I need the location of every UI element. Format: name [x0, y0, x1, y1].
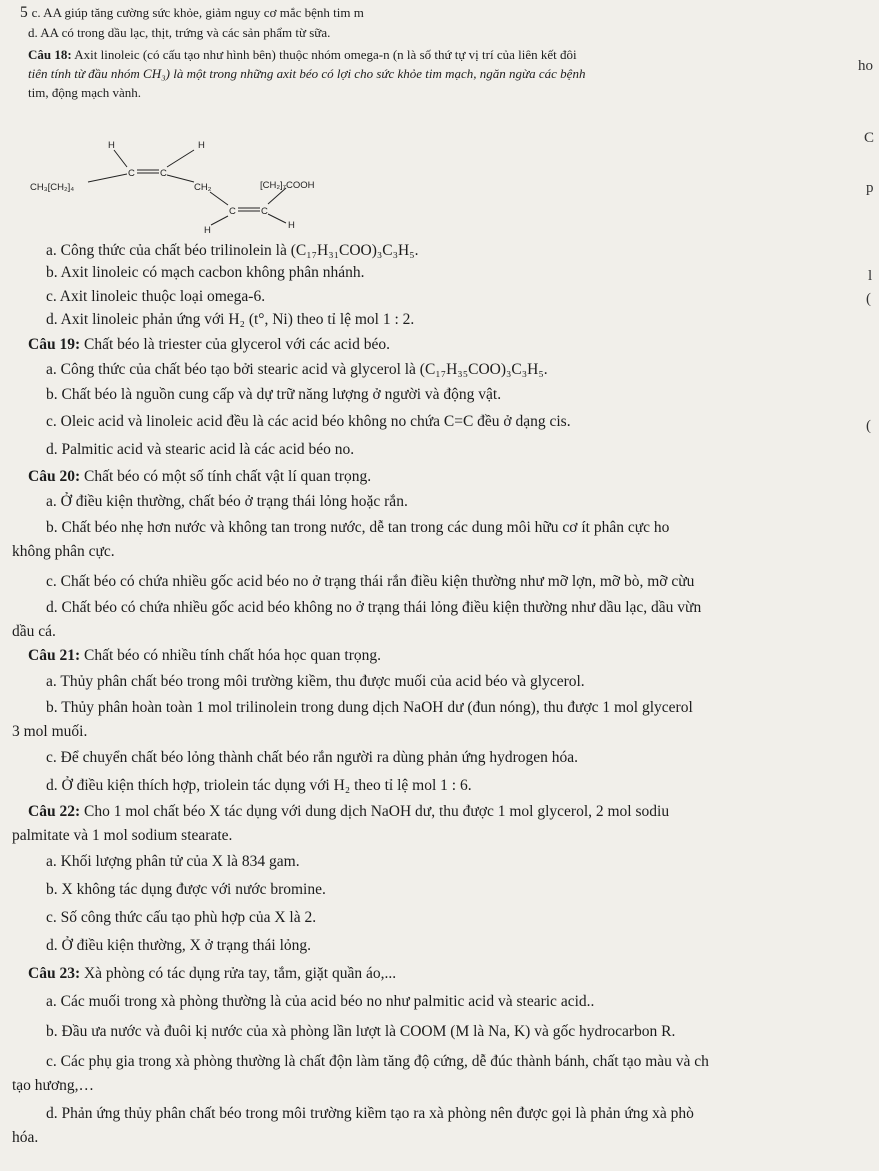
q18-stem-line3: tim, động mạch vành.	[28, 85, 142, 100]
q23-option-d-line1: d. Phản ứng thủy phân chất béo trong môi trường kiềm tạo ra xà phòng nên được gọi là phản ứng xà phò	[46, 1105, 694, 1122]
q21-option-b-line1: b. Thủy phân hoàn toàn 1 mol trilinolein trong dung dịch NaOH dư (đun nóng), thu được 1 mol glycerol	[46, 699, 693, 716]
q23-option-c-line2: tạo hương,…	[12, 1077, 95, 1094]
q23-option-c-line1: c. Các phụ gia trong xà phòng thường là chất độn làm tăng độ cứng, dễ đúc thành bánh, chất tạo màu và ch	[46, 1053, 709, 1070]
atom-c3: C	[229, 206, 236, 217]
q23-stem	[28, 964, 396, 984]
q22-label: Câu 22:	[28, 803, 81, 820]
right-chain: [CH₂]₇COOH	[260, 180, 315, 191]
q19-option-d: d. Palmitic acid và stearic acid là các acid béo no.	[46, 441, 355, 458]
q21-option-c: c. Để chuyển chất béo lỏng thành chất béo rắn người ra dùng phản ứng hydrogen hóa.	[46, 749, 579, 766]
q23-label: Câu 23:	[28, 965, 81, 982]
q20-option-d-line2: dầu cá.	[12, 623, 56, 640]
q20-label: Câu 20:	[28, 468, 81, 485]
atom-h3: H	[204, 225, 211, 236]
q22-option-d: d. Ở điều kiện thường, X ở trạng thái lỏng.	[46, 937, 312, 954]
q20-stem	[28, 467, 371, 487]
atom-c1: C	[128, 168, 135, 179]
q18-option-b: b. Axit linoleic có mạch cacbon không phân nhánh.	[46, 264, 365, 281]
q19-option-c: c. Oleic acid và linoleic acid đều là các acid béo không no chứa C=C đều ở dạng cis.	[46, 413, 571, 430]
atom-h2: H	[198, 140, 205, 151]
q19-option-b: b. Chất béo là nguồn cung cấp và dự trữ năng lượng ở người và động vật.	[46, 386, 502, 403]
q21-stem	[28, 646, 381, 666]
q21-option-d: d. Ở điều kiện thích hợp, triolein tác dụng với H₂ theo tỉ lệ mol 1 : 6.	[46, 777, 472, 794]
edge-fragment-3: p	[866, 180, 874, 196]
q19-stem	[28, 335, 390, 355]
q17c-text: c. AA giúp tăng cường sức khỏe, giảm nguy cơ mắc bệnh tim m	[31, 5, 364, 20]
q18-stem-line1	[28, 45, 577, 65]
margin-mark: 5	[20, 4, 28, 21]
q21-option-b-line2: 3 mol muối.	[12, 723, 88, 740]
q20-option-b-line2: không phân cực.	[12, 543, 115, 560]
q23-option-d-line2: hóa.	[12, 1129, 39, 1146]
q20-option-d-line1: d. Chất béo có chứa nhiều gốc acid béo không no ở trạng thái lỏng điều kiện thường như dầu lạc, dầu vừn	[46, 599, 702, 616]
q19-option-a: a. Công thức của chất béo tạo bởi stearic acid và glycerol là (C₁₇H₃₅COO)₃C₃H₅.	[46, 361, 548, 378]
left-chain: CH₃[CH₂]₄	[30, 182, 75, 193]
bonds	[88, 150, 286, 225]
edge-fragment-2: C	[864, 130, 875, 146]
atom-c4: C	[261, 206, 268, 217]
q18-stem-line2: tiên tính từ đầu nhóm CH₃) là một trong những axit béo có lợi cho sức khỏe tim mạch, ngăn ngừa các bệnh	[28, 66, 586, 81]
q20-text: Chất béo có một số tính chất vật lí quan trọng.	[83, 468, 372, 485]
edge-fragment-4: l	[868, 268, 873, 284]
atom-h1: H	[108, 140, 115, 151]
q22-option-c: c. Số công thức cấu tạo phù hợp của X là 2.	[46, 909, 317, 926]
q21-label: Câu 21:	[28, 647, 81, 664]
q19-text: Chất béo là triester của glycerol với các acid béo.	[83, 336, 390, 353]
q19-label: Câu 19:	[28, 336, 81, 353]
q18-option-a: a. Công thức của chất béo trilinolein là (C₁₇H₃₁COO)₃C₃H₅.	[46, 242, 419, 259]
q22-option-a: a. Khối lượng phân tử của X là 834 gam.	[46, 853, 300, 870]
q20-option-b-line1: b. Chất béo nhẹ hơn nước và không tan trong nước, dễ tan trong các dung môi hữu cơ ít phân cực ho	[46, 519, 670, 536]
atom-c2: C	[160, 168, 167, 179]
linoleic-acid-structure	[28, 132, 368, 242]
q22-stem-line2: palmitate và 1 mol sodium stearate.	[12, 827, 233, 844]
q23-option-a: a. Các muối trong xà phòng thường là của acid béo no như palmitic acid và stearic acid..	[46, 993, 595, 1010]
q22-stem-line1	[28, 802, 669, 822]
q22-text1: Cho 1 mol chất béo X tác dụng với dung dịch NaOH dư, thu được 1 mol glycerol, 2 mol sodiu	[83, 803, 670, 820]
q21-text: Chất béo có nhiều tính chất hóa học quan trọng.	[83, 647, 381, 664]
q18-text1: Axit linoleic (có cấu tạo như hình bên) thuộc nhóm omega-n (n là số thứ tự vị trí của liên kết đôi	[74, 47, 577, 62]
q17-option-c	[20, 3, 364, 23]
q18-label: Câu 18:	[28, 47, 72, 62]
q23-text: Xà phòng có tác dụng rửa tay, tắm, giặt quần áo,...	[83, 965, 397, 982]
q18-option-d: d. Axit linoleic phản ứng với H₂ (t°, Ni) theo tỉ lệ mol 1 : 2.	[46, 311, 415, 328]
edge-fragment-5: (	[866, 291, 871, 307]
q20-option-c: c. Chất béo có chứa nhiều gốc acid béo no ở trạng thái rắn điều kiện thường như mỡ lợn, mỡ bò, mỡ cừu	[46, 573, 695, 590]
edge-fragment-6: (	[866, 418, 871, 434]
q18-option-c: c. Axit linoleic thuộc loại omega-6.	[46, 288, 266, 305]
q20-option-a: a. Ở điều kiện thường, chất béo ở trạng thái lỏng hoặc rắn.	[46, 493, 408, 510]
atom-h4: H	[288, 220, 295, 231]
q17-option-d: d. AA có trong dầu lạc, thịt, trứng và các sản phẩm từ sữa.	[28, 25, 331, 40]
edge-fragment-1: ho	[858, 58, 873, 74]
q21-option-a: a. Thủy phân chất béo trong môi trường kiềm, thu được muối của acid béo và glycerol.	[46, 673, 585, 690]
q23-option-b: b. Đầu ưa nước và đuôi kị nước của xà phòng lần lượt là COOM (M là Na, K) và gốc hydrocarbon R.	[46, 1023, 676, 1040]
q22-option-b: b. X không tác dụng được với nước bromine.	[46, 881, 326, 898]
ch2-group: CH₂	[194, 182, 212, 193]
